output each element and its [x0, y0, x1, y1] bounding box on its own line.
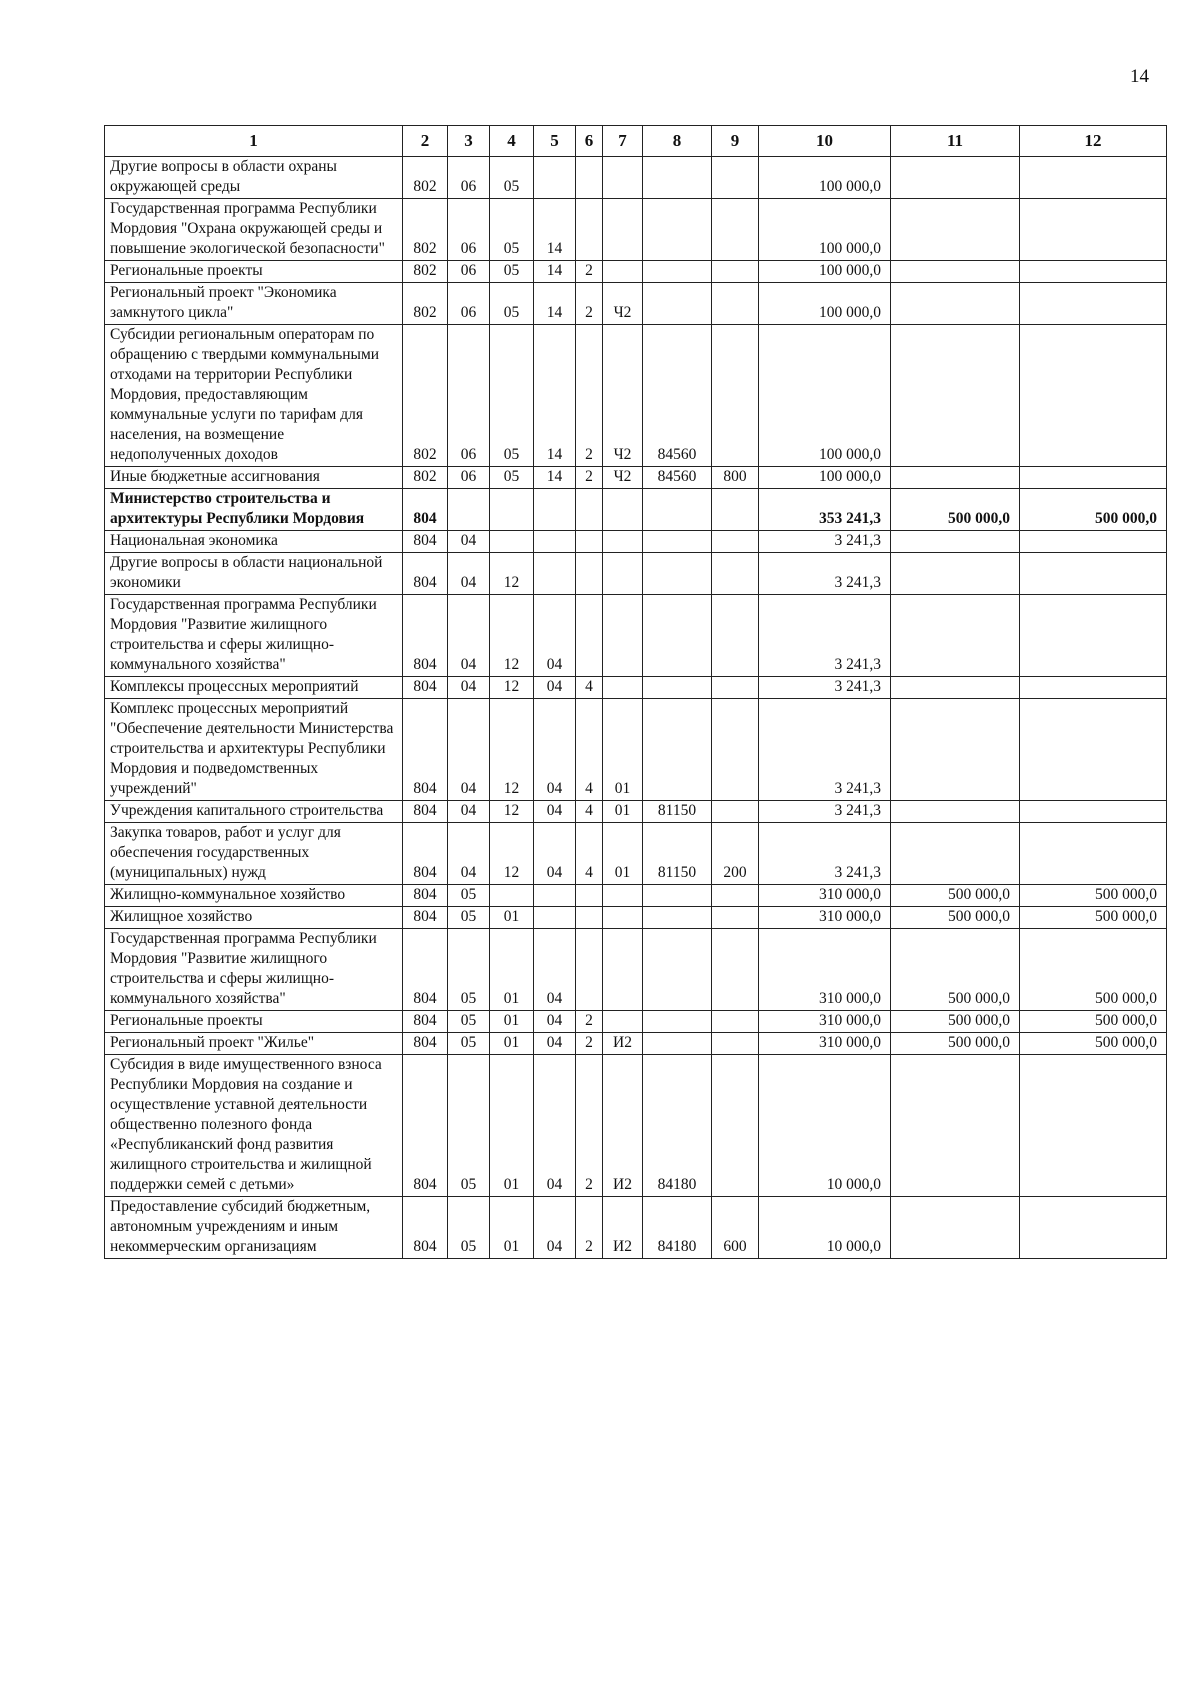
subsection-cell [490, 885, 534, 907]
subprogram-cell [576, 489, 603, 531]
table-row [105, 467, 1167, 489]
expense-type-cell [712, 199, 759, 261]
project-cell [603, 885, 643, 907]
amount-cell: 353 241,3 [759, 489, 891, 531]
expense-type-cell [712, 553, 759, 595]
program-cell: 04 [534, 1197, 576, 1259]
admin-code-cell: 804 [403, 553, 448, 595]
direction-cell: 81150 [643, 801, 712, 823]
program-cell [534, 489, 576, 531]
subprogram-cell [576, 199, 603, 261]
section-cell: 06 [448, 157, 490, 199]
table-row [105, 677, 1167, 699]
amount-cell: 3 241,3 [759, 677, 891, 699]
amount-cell: 500 000,0 [1020, 1033, 1167, 1055]
amount-cell [891, 699, 1020, 801]
admin-code-cell: 804 [403, 699, 448, 801]
project-cell: Ч2 [603, 283, 643, 325]
subprogram-cell [576, 531, 603, 553]
amount-cell [1020, 1055, 1167, 1197]
direction-cell [643, 885, 712, 907]
amount-cell: 3 241,3 [759, 531, 891, 553]
admin-code-cell: 804 [403, 531, 448, 553]
header-cell: 6 [576, 126, 603, 157]
subprogram-cell [576, 929, 603, 1011]
project-cell [603, 595, 643, 677]
amount-cell: 3 241,3 [759, 553, 891, 595]
amount-cell [1020, 283, 1167, 325]
subsection-cell: 12 [490, 553, 534, 595]
direction-cell: 84180 [643, 1197, 712, 1259]
subsection-cell: 05 [490, 199, 534, 261]
header-cell: 9 [712, 126, 759, 157]
project-cell: И2 [603, 1033, 643, 1055]
subprogram-cell: 2 [576, 1055, 603, 1197]
subprogram-cell: 4 [576, 801, 603, 823]
subprogram-cell: 4 [576, 677, 603, 699]
expense-type-cell [712, 801, 759, 823]
table-row [105, 531, 1167, 553]
project-cell [603, 157, 643, 199]
amount-cell [1020, 699, 1167, 801]
amount-cell: 100 000,0 [759, 157, 891, 199]
subprogram-cell: 2 [576, 1197, 603, 1259]
program-cell: 04 [534, 801, 576, 823]
header-cell: 11 [891, 126, 1020, 157]
project-cell [603, 199, 643, 261]
subprogram-cell [576, 885, 603, 907]
amount-cell: 100 000,0 [759, 283, 891, 325]
subsection-cell [490, 531, 534, 553]
admin-code-cell: 804 [403, 1055, 448, 1197]
direction-cell: 84560 [643, 467, 712, 489]
expense-type-cell [712, 1011, 759, 1033]
admin-code-cell: 804 [403, 823, 448, 885]
direction-cell [643, 157, 712, 199]
amount-cell: 500 000,0 [891, 929, 1020, 1011]
amount-cell: 310 000,0 [759, 907, 891, 929]
row-name-cell: Учреждения капитального строительства [105, 801, 403, 823]
table-row [105, 283, 1167, 325]
expense-type-cell [712, 157, 759, 199]
expense-type-cell [712, 325, 759, 467]
section-cell: 06 [448, 261, 490, 283]
header-cell: 3 [448, 126, 490, 157]
section-cell: 04 [448, 699, 490, 801]
direction-cell [643, 677, 712, 699]
amount-cell: 500 000,0 [891, 489, 1020, 531]
amount-cell: 310 000,0 [759, 1033, 891, 1055]
expense-type-cell [712, 595, 759, 677]
direction-cell [643, 595, 712, 677]
page-number: 14 [1130, 66, 1149, 87]
amount-cell: 500 000,0 [1020, 929, 1167, 1011]
amount-cell [891, 677, 1020, 699]
amount-cell: 310 000,0 [759, 929, 891, 1011]
row-name-cell: Министерство строительства и архитектуры Республики Мордовия [105, 489, 403, 531]
direction-cell [643, 489, 712, 531]
header-cell: 1 [105, 126, 403, 157]
program-cell: 14 [534, 467, 576, 489]
amount-cell [1020, 677, 1167, 699]
header-cell: 10 [759, 126, 891, 157]
table-row [105, 489, 1167, 531]
program-cell: 14 [534, 199, 576, 261]
header-cell: 8 [643, 126, 712, 157]
table-row [105, 907, 1167, 929]
expense-type-cell [712, 261, 759, 283]
direction-cell [643, 929, 712, 1011]
expense-type-cell [712, 1033, 759, 1055]
amount-cell [1020, 467, 1167, 489]
table-row [105, 699, 1167, 801]
expense-type-cell [712, 677, 759, 699]
section-cell: 05 [448, 1033, 490, 1055]
expense-type-cell: 600 [712, 1197, 759, 1259]
direction-cell [643, 283, 712, 325]
amount-cell: 100 000,0 [759, 325, 891, 467]
row-name-cell: Государственная программа Республики Мордовия "Развитие жилищного строительства и сферы жилищно-коммунального хозяйства" [105, 929, 403, 1011]
program-cell: 14 [534, 261, 576, 283]
table-body [105, 157, 1167, 1259]
amount-cell [891, 325, 1020, 467]
expense-type-cell [712, 885, 759, 907]
admin-code-cell: 804 [403, 907, 448, 929]
subsection-cell: 01 [490, 1197, 534, 1259]
project-cell [603, 553, 643, 595]
budget-table [104, 125, 1167, 1259]
table-row [105, 1055, 1167, 1197]
admin-code-cell: 802 [403, 261, 448, 283]
amount-cell: 310 000,0 [759, 885, 891, 907]
program-cell: 04 [534, 677, 576, 699]
amount-cell [1020, 199, 1167, 261]
subprogram-cell [576, 595, 603, 677]
section-cell: 04 [448, 801, 490, 823]
amount-cell [1020, 553, 1167, 595]
program-cell: 04 [534, 823, 576, 885]
program-cell [534, 157, 576, 199]
table-row [105, 157, 1167, 199]
amount-cell: 500 000,0 [1020, 885, 1167, 907]
row-name-cell: Региональные проекты [105, 261, 403, 283]
row-name-cell: Жилищное хозяйство [105, 907, 403, 929]
subsection-cell: 05 [490, 325, 534, 467]
subsection-cell: 01 [490, 929, 534, 1011]
row-name-cell: Субсидия в виде имущественного взноса Республики Мордовия на создание и осуществление уставной деятельности общественно полезного фонда «Республиканский фонд развития жилищного строительства и жилищной поддержки семей с детьми» [105, 1055, 403, 1197]
program-cell: 04 [534, 1055, 576, 1197]
row-name-cell: Другие вопросы в области охраны окружающей среды [105, 157, 403, 199]
expense-type-cell [712, 1055, 759, 1197]
amount-cell: 3 241,3 [759, 801, 891, 823]
amount-cell: 10 000,0 [759, 1055, 891, 1197]
project-cell: Ч2 [603, 467, 643, 489]
subprogram-cell: 4 [576, 699, 603, 801]
admin-code-cell: 802 [403, 467, 448, 489]
row-name-cell: Государственная программа Республики Мордовия "Охрана окружающей среды и повышение экологической безопасности" [105, 199, 403, 261]
amount-cell [1020, 823, 1167, 885]
admin-code-cell: 804 [403, 801, 448, 823]
amount-cell [891, 801, 1020, 823]
direction-cell [643, 907, 712, 929]
row-name-cell: Комплекс процессных мероприятий "Обеспечение деятельности Министерства строительства и архитектуры Республики Мордовия и подведомственных учреждений" [105, 699, 403, 801]
amount-cell [891, 157, 1020, 199]
amount-cell [1020, 531, 1167, 553]
admin-code-cell: 802 [403, 157, 448, 199]
subprogram-cell: 2 [576, 467, 603, 489]
subsection-cell: 05 [490, 467, 534, 489]
project-cell [603, 531, 643, 553]
project-cell [603, 929, 643, 1011]
subsection-cell: 05 [490, 157, 534, 199]
row-name-cell: Закупка товаров, работ и услуг для обеспечения государственных (муниципальных) нужд [105, 823, 403, 885]
row-name-cell: Региональный проект "Экономика замкнутого цикла" [105, 283, 403, 325]
admin-code-cell: 802 [403, 325, 448, 467]
program-cell [534, 553, 576, 595]
subprogram-cell: 4 [576, 823, 603, 885]
amount-cell [1020, 1197, 1167, 1259]
project-cell: 01 [603, 699, 643, 801]
subsection-cell: 05 [490, 283, 534, 325]
admin-code-cell: 804 [403, 929, 448, 1011]
subprogram-cell: 2 [576, 1033, 603, 1055]
admin-code-cell: 804 [403, 489, 448, 531]
amount-cell [891, 1197, 1020, 1259]
row-name-cell: Предоставление субсидий бюджетным, автономным учреждениям и иным некоммерческим организациям [105, 1197, 403, 1259]
section-cell: 05 [448, 885, 490, 907]
table-row [105, 595, 1167, 677]
program-cell: 04 [534, 1011, 576, 1033]
row-name-cell: Государственная программа Республики Мордовия "Развитие жилищного строительства и сферы жилищно-коммунального хозяйства" [105, 595, 403, 677]
table-row [105, 929, 1167, 1011]
program-cell: 04 [534, 595, 576, 677]
direction-cell: 84180 [643, 1055, 712, 1197]
section-cell: 05 [448, 1197, 490, 1259]
header-cell: 4 [490, 126, 534, 157]
row-name-cell: Жилищно-коммунальное хозяйство [105, 885, 403, 907]
program-cell: 14 [534, 325, 576, 467]
section-cell: 04 [448, 531, 490, 553]
amount-cell: 500 000,0 [891, 907, 1020, 929]
table-row [105, 1033, 1167, 1055]
section-cell: 05 [448, 907, 490, 929]
program-cell: 04 [534, 699, 576, 801]
expense-type-cell [712, 699, 759, 801]
amount-cell: 500 000,0 [891, 885, 1020, 907]
amount-cell: 500 000,0 [1020, 489, 1167, 531]
amount-cell: 500 000,0 [1020, 907, 1167, 929]
subsection-cell: 01 [490, 1011, 534, 1033]
amount-cell: 100 000,0 [759, 199, 891, 261]
direction-cell: 81150 [643, 823, 712, 885]
direction-cell: 84560 [643, 325, 712, 467]
header-cell: 7 [603, 126, 643, 157]
subsection-cell: 05 [490, 261, 534, 283]
section-cell: 06 [448, 199, 490, 261]
amount-cell [1020, 325, 1167, 467]
direction-cell [643, 531, 712, 553]
program-cell [534, 907, 576, 929]
table-row [105, 199, 1167, 261]
table-row [105, 1197, 1167, 1259]
section-cell: 06 [448, 325, 490, 467]
amount-cell: 100 000,0 [759, 467, 891, 489]
section-cell: 05 [448, 1055, 490, 1197]
admin-code-cell: 804 [403, 1011, 448, 1033]
subprogram-cell: 2 [576, 283, 603, 325]
table-row [105, 885, 1167, 907]
admin-code-cell: 804 [403, 1033, 448, 1055]
section-cell: 04 [448, 595, 490, 677]
expense-type-cell [712, 283, 759, 325]
amount-cell [891, 1055, 1020, 1197]
amount-cell [891, 199, 1020, 261]
amount-cell [1020, 801, 1167, 823]
table-row [105, 801, 1167, 823]
project-cell [603, 907, 643, 929]
table-row [105, 553, 1167, 595]
expense-type-cell [712, 531, 759, 553]
subprogram-cell [576, 907, 603, 929]
amount-cell: 500 000,0 [891, 1011, 1020, 1033]
row-name-cell: Субсидии региональным операторам по обращению с твердыми коммунальными отходами на территории Республики Мордовия, предоставляющим коммунальные услуги по тарифам для населения, на возмещение недополученных доходов [105, 325, 403, 467]
amount-cell [891, 823, 1020, 885]
table-row [105, 1011, 1167, 1033]
section-cell: 04 [448, 677, 490, 699]
subsection-cell: 12 [490, 595, 534, 677]
subsection-cell: 12 [490, 823, 534, 885]
admin-code-cell: 804 [403, 677, 448, 699]
project-cell [603, 489, 643, 531]
row-name-cell: Региональные проекты [105, 1011, 403, 1033]
section-cell: 04 [448, 823, 490, 885]
expense-type-cell [712, 489, 759, 531]
amount-cell [1020, 261, 1167, 283]
table-row [105, 823, 1167, 885]
section-cell: 05 [448, 929, 490, 1011]
amount-cell: 10 000,0 [759, 1197, 891, 1259]
section-cell: 06 [448, 283, 490, 325]
amount-cell: 310 000,0 [759, 1011, 891, 1033]
program-cell [534, 885, 576, 907]
program-cell: 04 [534, 1033, 576, 1055]
project-cell: Ч2 [603, 325, 643, 467]
subprogram-cell [576, 157, 603, 199]
amount-cell [891, 531, 1020, 553]
direction-cell [643, 261, 712, 283]
header-cell: 5 [534, 126, 576, 157]
row-name-cell: Другие вопросы в области национальной экономики [105, 553, 403, 595]
subsection-cell: 12 [490, 677, 534, 699]
amount-cell [891, 467, 1020, 489]
subsection-cell: 01 [490, 907, 534, 929]
project-cell [603, 261, 643, 283]
expense-type-cell [712, 929, 759, 1011]
expense-type-cell [712, 907, 759, 929]
subsection-cell: 01 [490, 1055, 534, 1197]
amount-cell [1020, 595, 1167, 677]
subprogram-cell: 2 [576, 1011, 603, 1033]
subsection-cell [490, 489, 534, 531]
direction-cell [643, 699, 712, 801]
subprogram-cell: 2 [576, 325, 603, 467]
subprogram-cell: 2 [576, 261, 603, 283]
admin-code-cell: 804 [403, 885, 448, 907]
amount-cell [1020, 157, 1167, 199]
section-cell [448, 489, 490, 531]
table-row [105, 261, 1167, 283]
amount-cell: 500 000,0 [891, 1033, 1020, 1055]
amount-cell: 500 000,0 [1020, 1011, 1167, 1033]
expense-type-cell: 800 [712, 467, 759, 489]
program-cell [534, 531, 576, 553]
section-cell: 05 [448, 1011, 490, 1033]
project-cell [603, 1011, 643, 1033]
program-cell: 14 [534, 283, 576, 325]
amount-cell [891, 283, 1020, 325]
row-name-cell: Иные бюджетные ассигнования [105, 467, 403, 489]
subsection-cell: 12 [490, 699, 534, 801]
admin-code-cell: 802 [403, 283, 448, 325]
header-row [105, 126, 1167, 157]
direction-cell [643, 199, 712, 261]
expense-type-cell: 200 [712, 823, 759, 885]
subsection-cell: 01 [490, 1033, 534, 1055]
admin-code-cell: 804 [403, 1197, 448, 1259]
direction-cell [643, 1011, 712, 1033]
subsection-cell: 12 [490, 801, 534, 823]
amount-cell: 100 000,0 [759, 261, 891, 283]
direction-cell [643, 1033, 712, 1055]
row-name-cell: Национальная экономика [105, 531, 403, 553]
project-cell: 01 [603, 823, 643, 885]
project-cell: И2 [603, 1055, 643, 1197]
amount-cell [891, 553, 1020, 595]
section-cell: 04 [448, 553, 490, 595]
project-cell: И2 [603, 1197, 643, 1259]
project-cell: 01 [603, 801, 643, 823]
amount-cell: 3 241,3 [759, 595, 891, 677]
direction-cell [643, 553, 712, 595]
header-cell: 2 [403, 126, 448, 157]
header-cell: 12 [1020, 126, 1167, 157]
amount-cell [891, 595, 1020, 677]
row-name-cell: Региональный проект "Жилье" [105, 1033, 403, 1055]
amount-cell [891, 261, 1020, 283]
program-cell: 04 [534, 929, 576, 1011]
row-name-cell: Комплексы процессных мероприятий [105, 677, 403, 699]
admin-code-cell: 804 [403, 595, 448, 677]
table-row [105, 325, 1167, 467]
project-cell [603, 677, 643, 699]
amount-cell: 3 241,3 [759, 823, 891, 885]
section-cell: 06 [448, 467, 490, 489]
amount-cell: 3 241,3 [759, 699, 891, 801]
admin-code-cell: 802 [403, 199, 448, 261]
subprogram-cell [576, 553, 603, 595]
